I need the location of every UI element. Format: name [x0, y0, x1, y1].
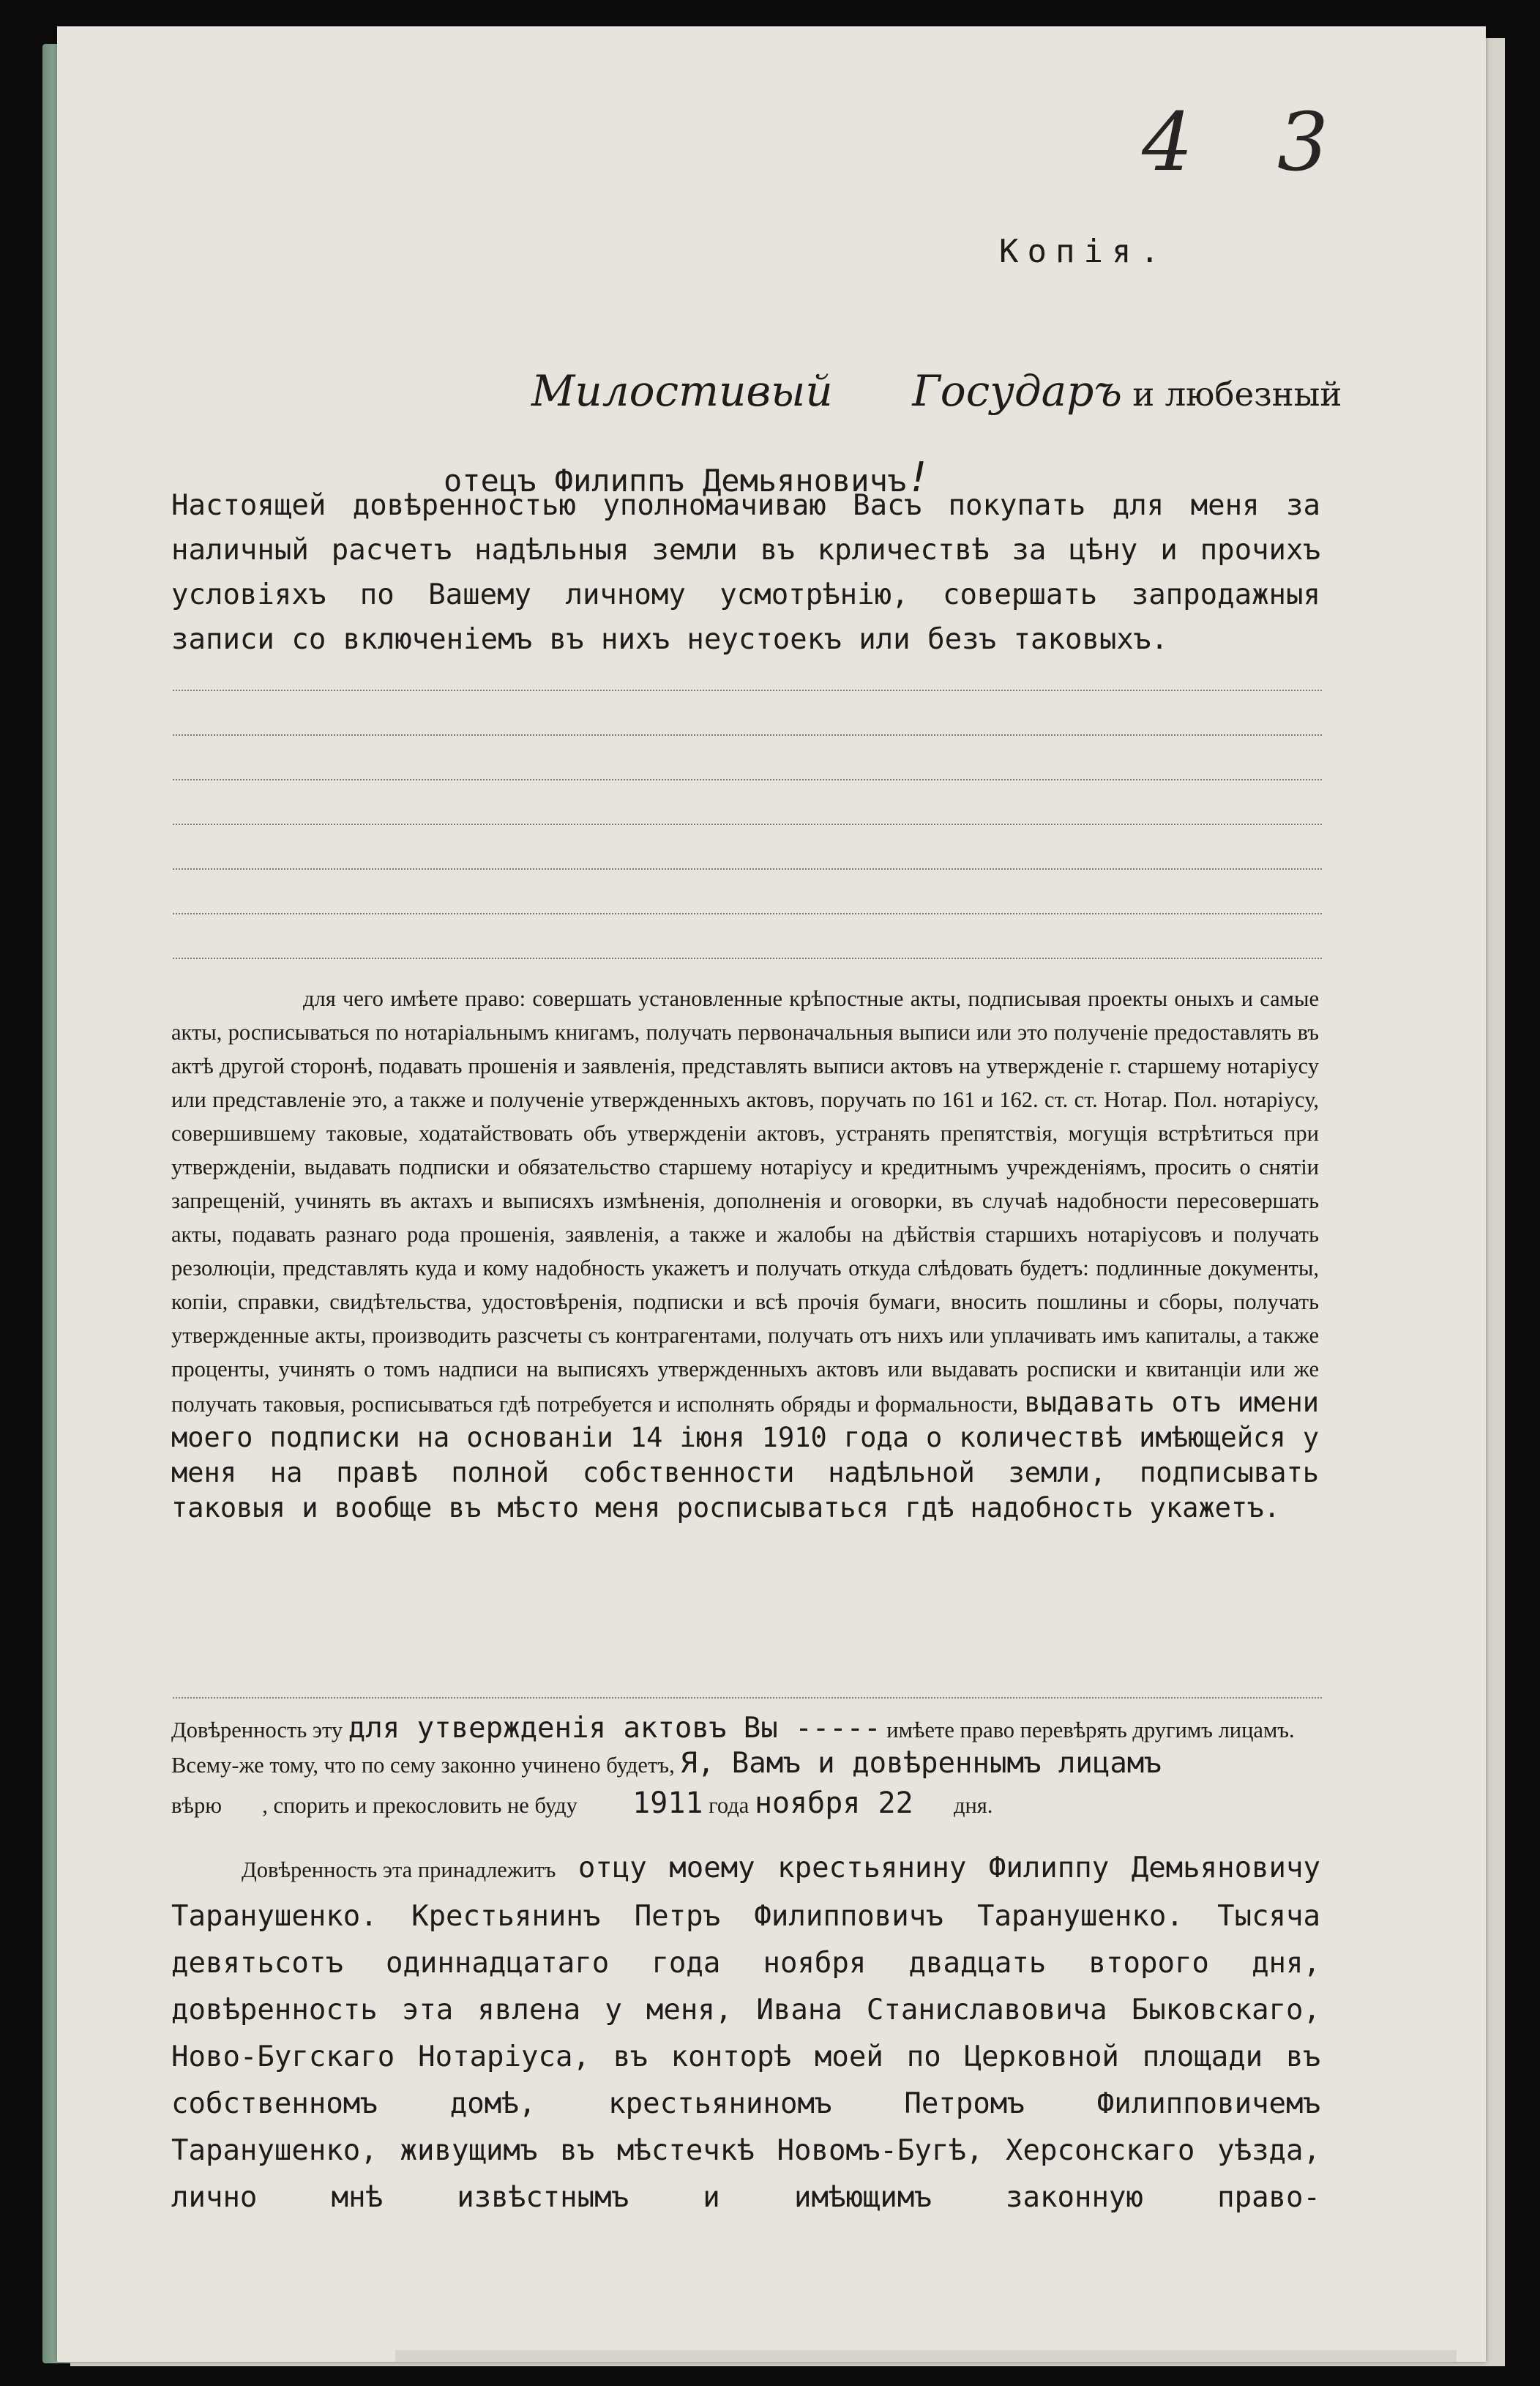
printed-powers-text: для чего имѣете право: совершать установленные крѣпостные акты, подписывая проекты оныхъ и самые акты, росписываться по нотаріальнымъ книгамъ, получать первоначальныя выписи или это полученіе предоставлять въ актѣ другой сторонѣ, подавать прошенія и заявленія, представлять выписи актовъ на утвержденіе г. старшему нотаріусу или представленіе это, а также и полученіе утвержденныхъ актовъ, поручать по 161 и 162. ст. ст. Нотар. Пол. нотаріусу, совершившему таковые, ходатайствовать объ утвержденіи актовъ, устранять препятствія, могущія встрѣтиться при утвержденіи, выдавать подписки и обязательство старшему нотаріусу и кредитнымъ учрежденіямъ, просить о снятіи запрещеній, учинять въ актахъ и выписяхъ измѣненія, дополненія и оговорки, въ случаѣ надобности пересовершать акты, подавать разнаго рода прошенія, заявленія, а также и жалобы на дѣйствія старшихъ нотаріусовъ и получать резолюціи, представлять куда и кому надобность укажетъ и получать откуда слѣдовать будетъ: подлинные документы, копіи, справки, свидѣтельства, удостовѣренія, подписки и всѣ прочія бумаги, вносить пошлины и сборы, получать утвержденные акты, производить разсчеты съ контрагентами, получать отъ нихъ или уплачивать имъ капиталы, а также проценты, учинять о томъ надписи на выписяхъ утвержденныхъ актовъ или выдавать росписки и квитанціи или же получать таковыя, росписываться гдѣ потребуется и исполнять обряды и формальности, — [171, 986, 1319, 1417]
dotted-line — [173, 734, 1322, 736]
date-line — [171, 1786, 1320, 1820]
date-printed-d: дня. — [953, 1793, 993, 1818]
archive-number: 4 3 — [1142, 95, 1358, 189]
dotted-line — [173, 690, 1322, 691]
trust-printed-mid: имѣете право перевѣрять другимъ лицамъ. Всему-же тому, что по сему законно учинено будетъ, — [171, 1718, 1295, 1778]
trust-printed-start: Довѣренность эту — [171, 1718, 343, 1742]
date-year: 1911 — [632, 1786, 703, 1820]
dotted-line — [173, 868, 1322, 870]
typed-powers-continuation: выдавать отъ имени моего подписки на основаніи 14 іюня 1910 года о количествѣ имѣющейся у меня на правѣ полной собственности надѣльной земли, подписывать таковыя и вообще въ мѣсто меня росписываться гдѣ надобность укажетъ. — [171, 1387, 1320, 1524]
notary-printed-lead: Довѣренность эта принадлежитъ — [242, 1857, 556, 1882]
addressee-name: отецъ Филиппъ Демьяновичъ — [444, 463, 907, 499]
salutation-word-2: Государъ — [912, 366, 1122, 416]
dotted-line — [173, 824, 1322, 825]
dotted-line — [173, 1697, 1322, 1699]
trust-typed-end: Я, Вамъ и довѣреннымъ лицамъ — [680, 1747, 1162, 1780]
addressee-mark: ! — [906, 454, 931, 502]
salutation-rest: и любезный — [1132, 375, 1342, 414]
trust-clause — [171, 1712, 1320, 1782]
typed-mandate-paragraph: Настоящей довѣренностью уполномачиваю Васъ покупать для меня за наличный расчетъ надѣльныя земли въ крличествѣ за цѣну и прочихъ условіяхъ по Вашему личному усмотрѣнію, совершать запродажныя записи со включеніемъ въ нихъ неустоекъ или безъ таковыхъ. — [171, 489, 1320, 656]
paper-edge-bottom — [395, 2350, 1457, 2362]
salutation-word-1: Милостивый — [531, 366, 833, 416]
date-printed-a: вѣрю — [171, 1793, 222, 1818]
dotted-line — [173, 913, 1322, 914]
dotted-line — [173, 958, 1322, 959]
trust-typed-middle: для утвержденія актовъ Вы ----- — [348, 1712, 881, 1745]
date-typed: ноября 22 — [754, 1786, 913, 1820]
printed-powers-paragraph — [171, 982, 1319, 1526]
salutation — [531, 366, 1342, 416]
dotted-line — [173, 779, 1322, 780]
notary-certification — [171, 1845, 1320, 2221]
document-title: Копія. — [999, 233, 1168, 270]
date-printed-c: года — [709, 1793, 750, 1818]
date-printed-b: , спорить и прекословить не буду — [262, 1793, 578, 1818]
notary-typed-text: отцу моему крестьянину Филиппу Демьяновичу Таранушенко. Крестьянинъ Петръ Филипповичъ Таранушенко. Тысяча девятьсотъ одиннадцатаго года ноября двадцать второго дня, довѣренность эта явлена у меня, Ивана Станиславовича Быковскаго, Ново-Бугскаго Нотаріуса, въ конторѣ моей по Церковной площади въ собственномъ домѣ, крестьяниномъ Петромъ Филипповичемъ Таранушенко, живущимъ въ мѣстечкѣ Новомъ-Бугѣ, Херсонскаго уѣзда, лично мнѣ извѣстнымъ и имѣющимъ законную право- — [171, 1852, 1320, 2214]
